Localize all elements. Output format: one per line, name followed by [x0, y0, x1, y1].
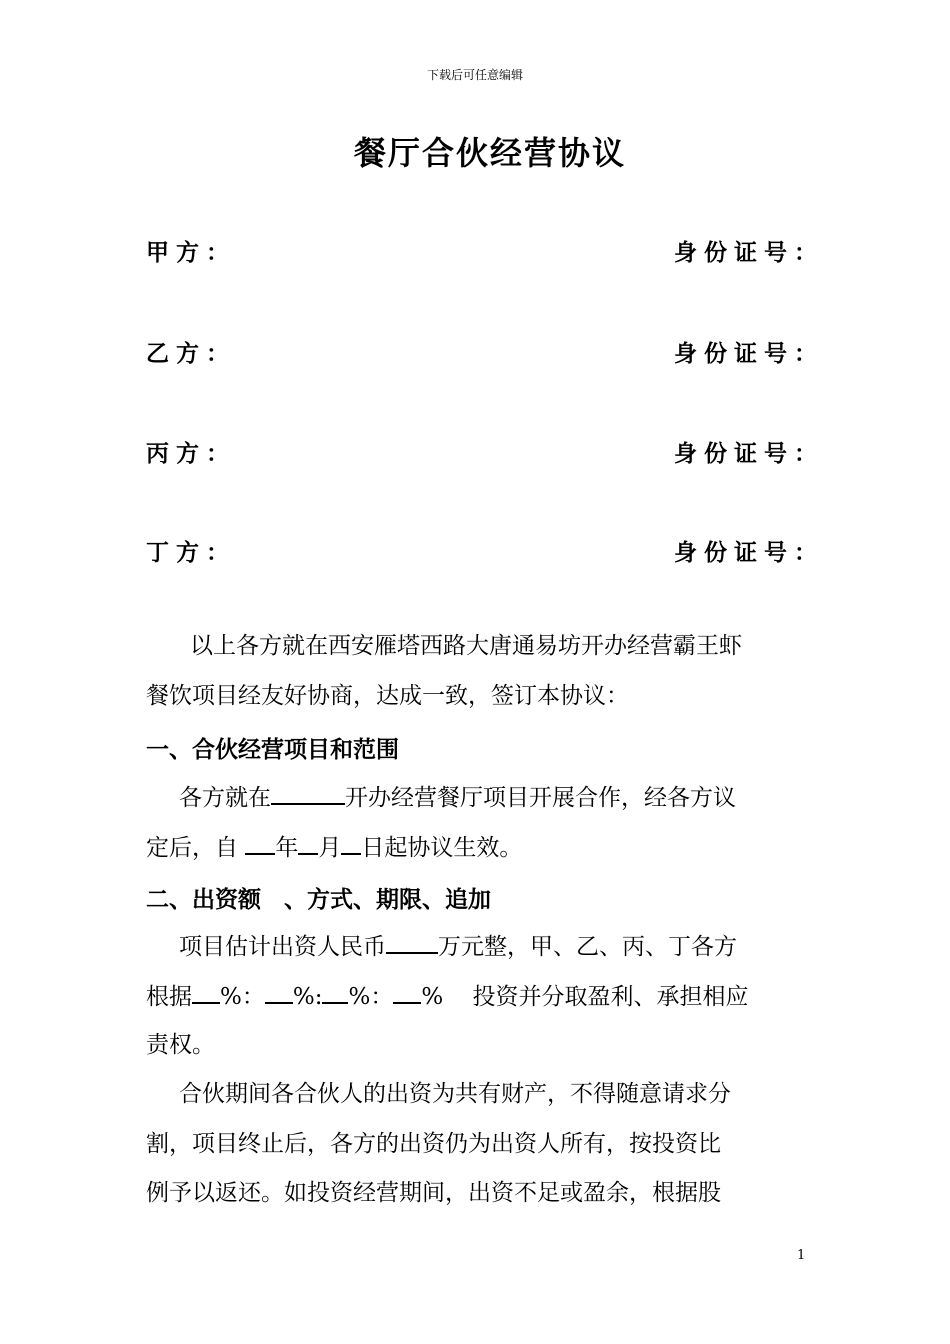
section-1-line-1-a: 各方就在 — [179, 785, 271, 811]
party-b-id-label: 身份证号： — [674, 340, 824, 367]
section-1-heading: 一、合伙经营项目和范围 — [146, 736, 399, 763]
intro-line-2: 餐饮项目经友好协商，达成一致，签订本协议： — [146, 683, 629, 709]
page-number: 1 — [797, 1248, 806, 1263]
party-c-id-label: 身份证号： — [674, 440, 824, 467]
party-d-id-label: 身份证号： — [674, 539, 824, 566]
section-1-line-2 — [146, 830, 522, 864]
blank-month — [298, 830, 318, 855]
section-2-line-1-a: 项目估计出资人民币 — [179, 934, 386, 960]
blank-share-a — [192, 979, 220, 1004]
blank-share-d — [393, 979, 421, 1004]
share-sep-3: %： — [348, 984, 394, 1010]
section-2-line-1 — [179, 929, 737, 963]
section-1-line-1 — [179, 780, 736, 814]
party-b-label: 乙方： — [146, 340, 236, 367]
party-a-id-label: 身份证号： — [674, 239, 824, 266]
section-1-line-2-d: 日起协议生效。 — [361, 835, 523, 861]
share-sep-4: % — [421, 984, 444, 1010]
party-a-label: 甲方： — [146, 239, 236, 266]
blank-amount — [386, 929, 438, 954]
section-2-para-2-line-3: 例予以返还。如投资经营期间，出资不足或盈余，根据股 — [146, 1180, 721, 1206]
section-2-line-2 — [146, 979, 748, 1013]
intro-line-1: 以上各方就在西安雁塔西路大唐通易坊开办经营霸王虾 — [190, 633, 742, 659]
section-2-heading: 二、出资额 、方式、期限、追加 — [146, 886, 491, 913]
section-2-para-2-line-1: 合伙期间各合伙人的出资为共有财产，不得随意请求分 — [179, 1081, 731, 1107]
blank-location — [271, 780, 345, 805]
section-2-line-3: 责权。 — [146, 1032, 215, 1058]
year-label: 年 — [275, 835, 299, 861]
document-title: 餐厅合伙经营协议 — [353, 134, 626, 172]
party-d-label: 丁方： — [146, 539, 236, 566]
section-2-line-2-a: 根据 — [146, 984, 192, 1010]
section-1-line-2-a: 定后，自 — [146, 835, 238, 861]
share-sep-2: %: — [292, 984, 323, 1010]
share-sep-1: %： — [220, 984, 265, 1010]
header-note: 下载后可任意编辑 — [426, 68, 523, 82]
blank-year — [245, 830, 275, 855]
section-2-para-2-line-2: 割，项目终止后，各方的出资仍为出资人所有，按投资比 — [146, 1131, 721, 1157]
party-c-label: 丙方： — [146, 440, 236, 467]
section-2-line-2-f: 投资并分取盈利、承担相应 — [472, 984, 749, 1010]
month-label: 月 — [318, 835, 342, 861]
section-1-line-1-b: 开办经营餐厅项目开展合作，经各方议 — [345, 785, 736, 811]
blank-share-c — [322, 979, 348, 1004]
blank-share-b — [265, 979, 293, 1004]
section-2-line-1-b: 万元整，甲、乙、丙、丁各方 — [438, 934, 737, 960]
blank-day — [341, 830, 361, 855]
